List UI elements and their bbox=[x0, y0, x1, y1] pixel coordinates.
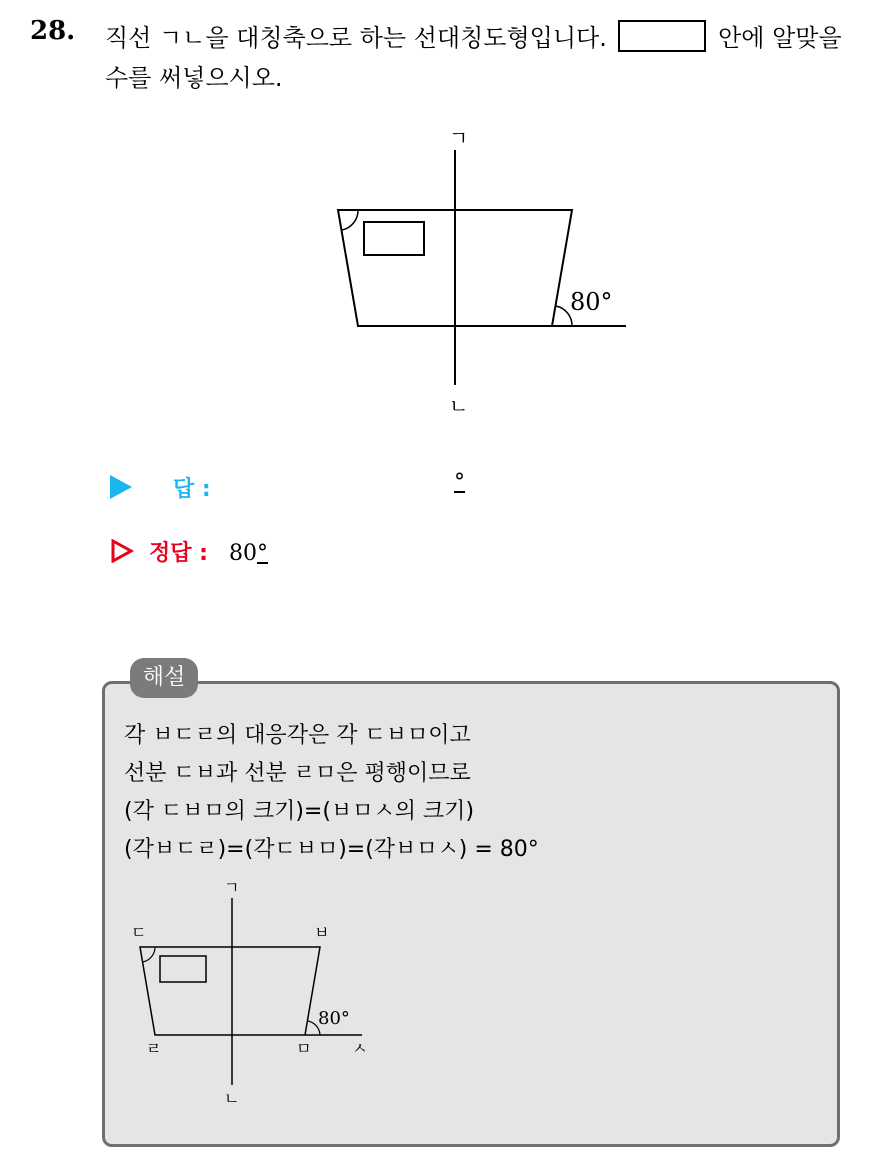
expl-label-m: ㅁ bbox=[296, 1039, 312, 1058]
expl-small-rectangle bbox=[160, 956, 206, 982]
explanation-tab: 해설 bbox=[130, 658, 198, 698]
expl-label-s: ㅅ bbox=[352, 1039, 368, 1058]
question-text-line2: 수를 써넣으시오. bbox=[105, 64, 283, 92]
expl-label-r: ㄹ bbox=[146, 1039, 162, 1058]
question-text-before-blank: 직선 ㄱㄴ을 대칭축으로 하는 선대칭도형입니다. bbox=[105, 24, 607, 52]
expl-label-b: ㅂ bbox=[314, 923, 330, 942]
expl-angle-arc-top-left bbox=[142, 947, 155, 962]
explanation-line-4: (각ㅂㄷㄹ)=(각ㄷㅂㅁ)=(각ㅂㅁㅅ) = 80° bbox=[124, 837, 539, 862]
answer-label: 답 : bbox=[173, 477, 211, 502]
axis-label-top: ㄱ bbox=[449, 126, 469, 150]
axis-label-bottom: ㄴ bbox=[449, 394, 469, 418]
expl-trapezoid bbox=[140, 947, 320, 1035]
expl-angle-label-80: 80° bbox=[318, 1008, 350, 1029]
explanation-line-3: (각 ㄷㅂㅁ의 크기)=(ㅂㅁㅅ의 크기) bbox=[124, 799, 475, 824]
question-text-after-blank: 안에 알맞을 bbox=[718, 24, 842, 52]
correct-answer-label: 정답 : bbox=[149, 541, 208, 566]
expl-label-d: ㄷ bbox=[131, 923, 147, 942]
expl-label-bottom: ㄴ bbox=[224, 1089, 240, 1108]
expl-label-top: ㄱ bbox=[224, 878, 240, 897]
correct-answer-unit: ° bbox=[256, 541, 268, 566]
answer-unit: ° bbox=[454, 470, 465, 495]
correct-answer-value: 80 bbox=[228, 541, 257, 566]
explanation-line-2: 선분 ㄷㅂ과 선분 ㄹㅁ은 평행이므로 bbox=[124, 761, 471, 786]
explanation-line-1: 각 ㅂㄷㄹ의 대응각은 각 ㄷㅂㅁ이고 bbox=[124, 723, 471, 748]
angle-label-80: 80° bbox=[570, 288, 613, 316]
question-number: 28. bbox=[30, 16, 76, 46]
